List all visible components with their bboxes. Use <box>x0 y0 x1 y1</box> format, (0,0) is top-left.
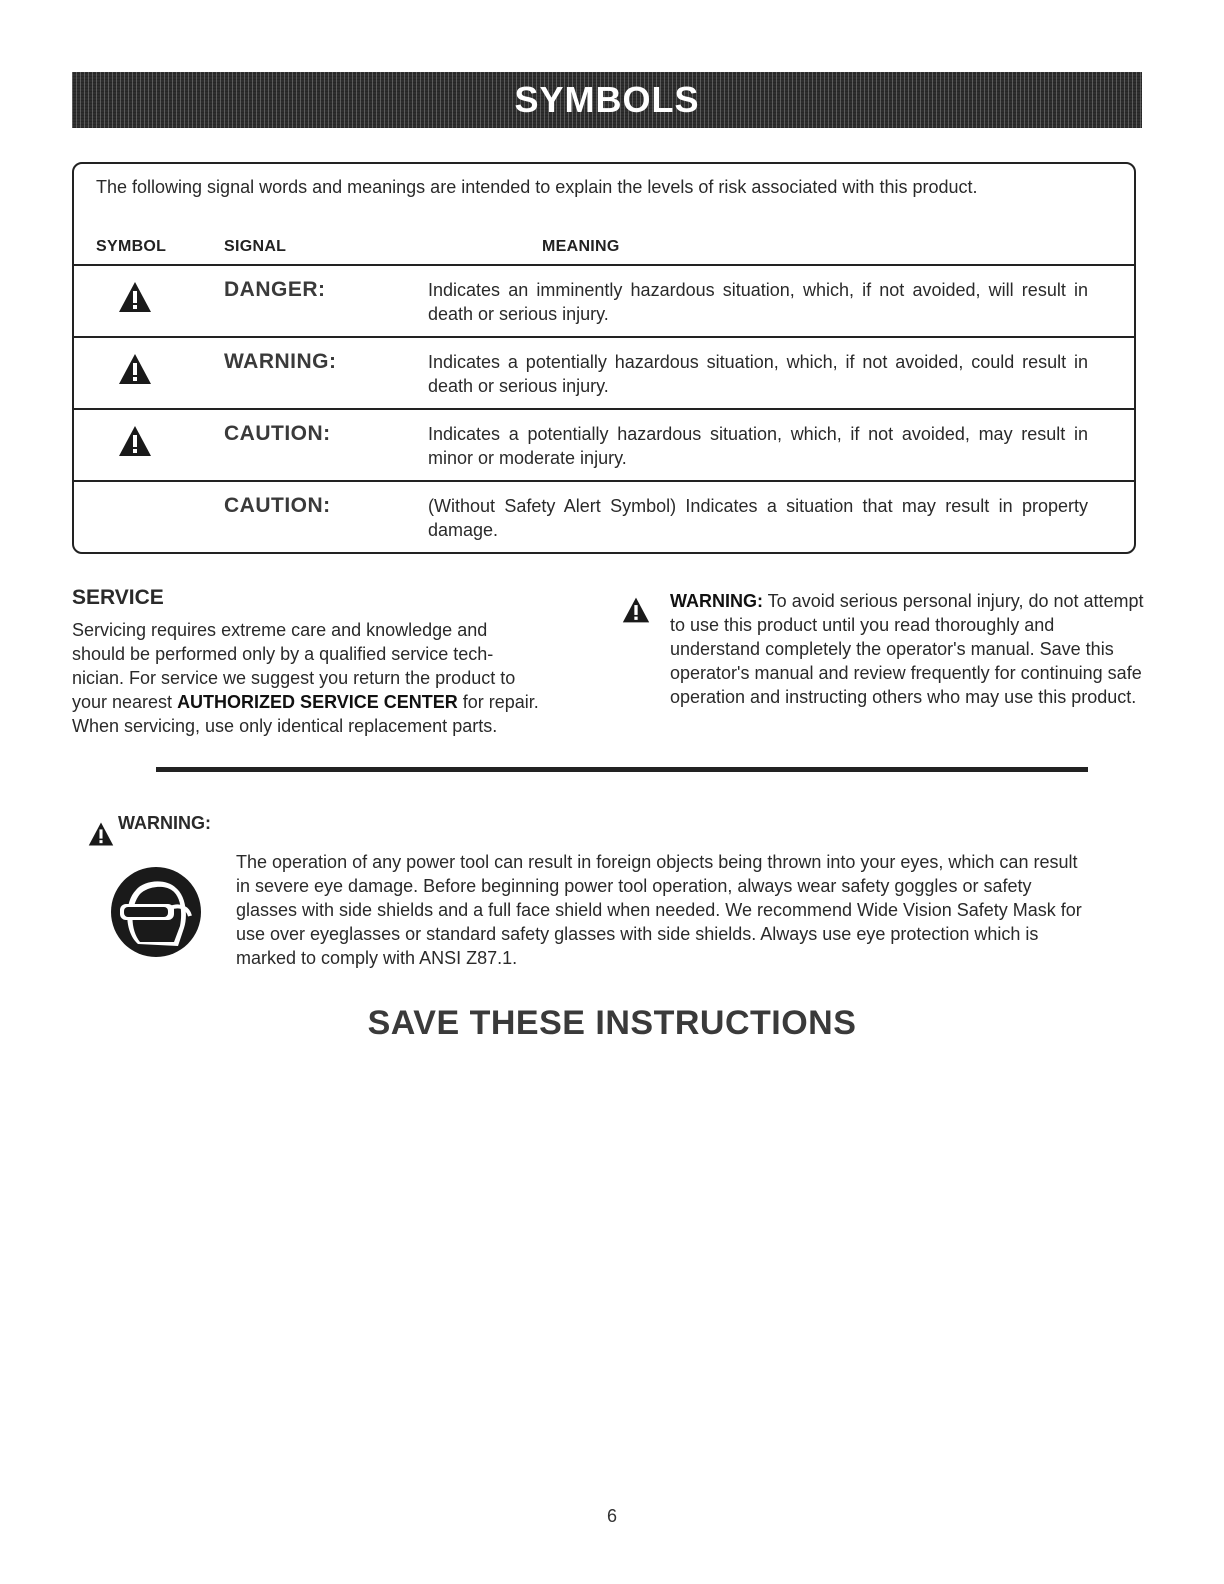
manual-warning-label: WARNING: <box>670 591 763 611</box>
meaning-danger: Indicates an imminently hazardous situation, which, if not avoided, will result in death or serious injury. <box>428 280 1088 324</box>
service-paragraph: Servicing requires extreme care and knowledge and should be performed only by a qualified service tech-nician. For service we suggest you return the product to your nearest AUTHORIZED SERVICE CENTER for repair. When servicing, use only identical replacement parts. <box>72 620 539 736</box>
meaning-warning: Indicates a potentially hazardous situation, which, if not avoided, could result in death or serious injury. <box>428 352 1088 396</box>
signal-caution-no-symbol: CAUTION: <box>224 494 331 517</box>
table-row-caution <box>74 408 1134 480</box>
symbols-banner <box>72 72 1142 128</box>
meaning-caution-no-symbol: (Without Safety Alert Symbol) Indicates a situation that may result in property damage. <box>428 496 1088 540</box>
header-signal: SIGNAL <box>224 238 287 255</box>
safety-alert-icon <box>118 280 152 314</box>
eye-warning-label: WARNING: <box>118 813 211 833</box>
table-row-caution-no-symbol <box>74 480 1134 552</box>
signal-danger: DANGER: <box>224 278 326 301</box>
eye-warning-paragraph: The operation of any power tool can result in foreign objects being thrown into your eyes, which can result in severe eye damage. Before beginning power tool operation, always wear safety goggles or safety glasses with side shields and a full face shield when needed. We recommend Wide Vision Safety Mask for use over eyeglasses or standard safety glasses with side shields. Always use eye protection which is marked to comply with ANSI Z87.1. <box>236 852 1082 968</box>
safety-alert-icon <box>118 352 152 386</box>
section-divider <box>156 767 1088 772</box>
safety-alert-icon <box>622 596 650 624</box>
symbols-table <box>72 162 1136 554</box>
signal-warning: WARNING: <box>224 350 337 373</box>
banner-title: SYMBOLS <box>514 79 700 120</box>
authorized-service-center: AUTHORIZED SERVICE CENTER <box>177 692 458 712</box>
safety-goggles-icon <box>110 866 202 958</box>
save-instructions-heading: SAVE THESE INSTRUCTIONS <box>367 1004 857 1042</box>
table-row-warning <box>74 336 1134 408</box>
symbols-intro: The following signal words and meanings are intended to explain the levels of risk associated with this product. <box>96 177 978 197</box>
header-symbol: SYMBOL <box>96 238 167 255</box>
safety-alert-icon <box>118 424 152 458</box>
header-meaning: MEANING <box>542 238 620 255</box>
table-row-danger <box>74 264 1134 336</box>
meaning-caution: Indicates a potentially hazardous situation, which, if not avoided, may result in minor or moderate injury. <box>428 424 1088 468</box>
signal-caution: CAUTION: <box>224 422 331 445</box>
page-number: 6 <box>606 1506 617 1526</box>
safety-alert-icon <box>88 821 114 847</box>
service-heading: SERVICE <box>72 586 164 609</box>
manual-warning-paragraph: WARNING: To avoid serious personal injury, do not attempt to use this product until you read thoroughly and understand completely the operator's manual. Save this operator's manual and review frequently for continuing safe operation and instructing others who may use this product. <box>670 591 1144 707</box>
